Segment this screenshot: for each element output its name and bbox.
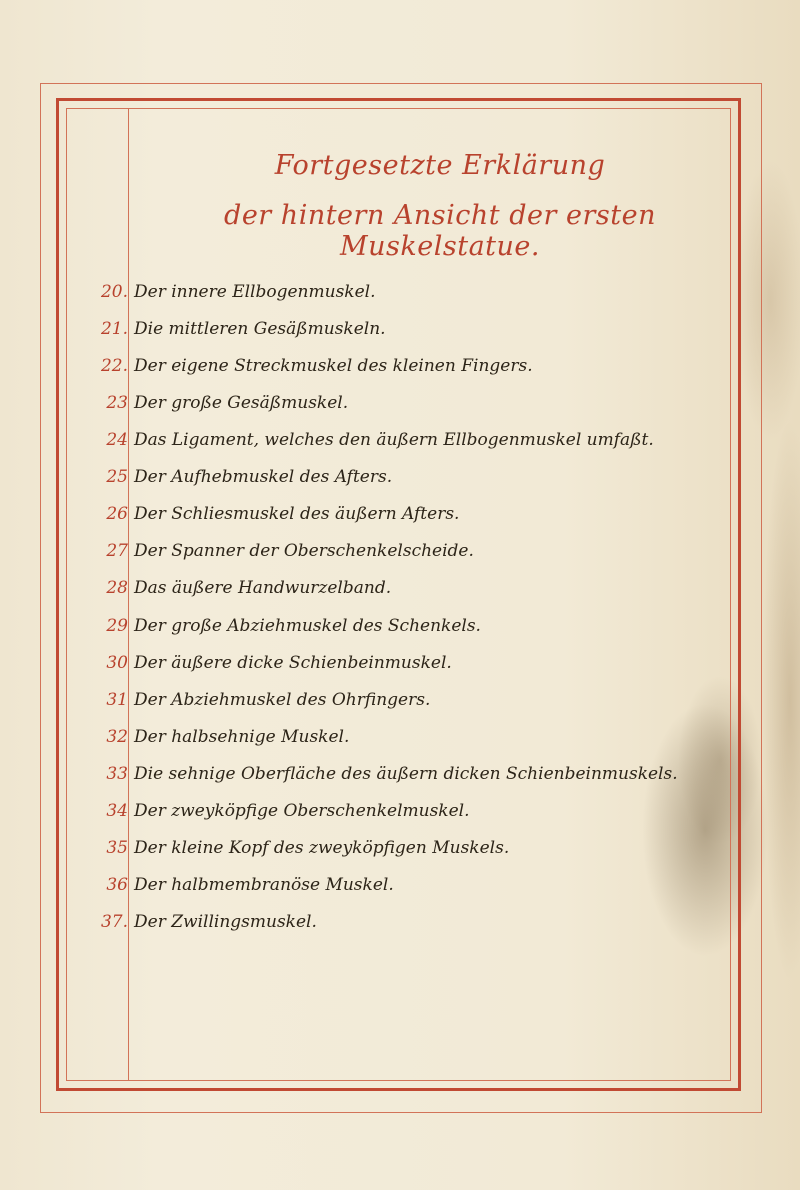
- entry-number: 37.: [100, 912, 128, 932]
- entry-text: Der innere Ellbogenmuskel.: [134, 282, 376, 302]
- entry-number: 23: [106, 393, 128, 413]
- entry-text: Der Schliesmuskel des äußern Afters.: [134, 504, 460, 524]
- entry-text: Die sehnige Oberfläche des äußern dicken Schienbeinmuskels.: [134, 764, 678, 784]
- entry-number: 29: [106, 616, 128, 636]
- list-item: [0, 504, 800, 534]
- entry-number: 26: [106, 504, 128, 524]
- entry-number: 22.: [100, 356, 128, 376]
- entry-text: Der zweyköpfige Oberschenkelmuskel.: [134, 801, 470, 821]
- entry-number: 32: [106, 727, 128, 747]
- entry-text: Der eigene Streckmuskel des kleinen Fingers.: [134, 356, 533, 376]
- list-item: [0, 282, 800, 312]
- entry-number: 34: [106, 801, 128, 821]
- entry-number: 21.: [100, 319, 128, 339]
- entry-text: Der halbmembranöse Muskel.: [134, 875, 394, 895]
- entry-number: 25: [106, 467, 128, 487]
- entry-text: Der äußere dicke Schienbeinmuskel.: [134, 653, 452, 673]
- entry-number: 20.: [100, 282, 128, 302]
- list-item: [0, 319, 800, 349]
- list-item: [0, 430, 800, 460]
- page-title-line-2: der hintern Ansicht der ersten Muskelstatue.: [224, 200, 656, 262]
- entry-text: Der große Abziehmuskel des Schenkels.: [134, 616, 481, 636]
- list-item: [0, 616, 800, 646]
- entry-number: 36: [106, 875, 128, 895]
- list-item: [0, 875, 800, 905]
- entry-text: Das äußere Handwurzelband.: [134, 578, 392, 598]
- list-item: [0, 467, 800, 497]
- list-item: [0, 653, 800, 683]
- entry-text: Der kleine Kopf des zweyköpfigen Muskels.: [134, 838, 510, 858]
- entry-text: Der Spanner der Oberschenkelscheide.: [134, 541, 474, 561]
- page-title-line-1: Fortgesetzte Erklärung: [274, 150, 606, 181]
- list-item: [0, 764, 800, 794]
- entry-number: 35: [106, 838, 128, 858]
- entry-text: Der Abziehmuskel des Ohrfingers.: [134, 690, 431, 710]
- entry-text: Der Aufhebmuskel des Afters.: [134, 467, 393, 487]
- list-item: [0, 727, 800, 757]
- entry-text: Der Zwillingsmuskel.: [134, 912, 317, 932]
- entry-text: Das Ligament, welches den äußern Ellbogenmuskel umfaßt.: [134, 430, 654, 450]
- list-item: [0, 393, 800, 423]
- entry-text: Die mittleren Gesäßmuskeln.: [134, 319, 386, 339]
- entry-number: 24: [106, 430, 128, 450]
- entry-number: 28: [106, 578, 128, 598]
- entry-number: 30: [106, 653, 128, 673]
- list-item: [0, 912, 800, 942]
- entry-number: 27: [106, 541, 128, 561]
- list-item: [0, 356, 800, 386]
- entry-number: 33: [106, 764, 128, 784]
- list-item: [0, 541, 800, 571]
- list-item: [0, 801, 800, 831]
- list-item: [0, 690, 800, 720]
- entry-text: Der große Gesäßmuskel.: [134, 393, 349, 413]
- list-item: [0, 838, 800, 868]
- list-item: [0, 578, 800, 608]
- entry-number: 31: [106, 690, 128, 710]
- entry-text: Der halbsehnige Muskel.: [134, 727, 350, 747]
